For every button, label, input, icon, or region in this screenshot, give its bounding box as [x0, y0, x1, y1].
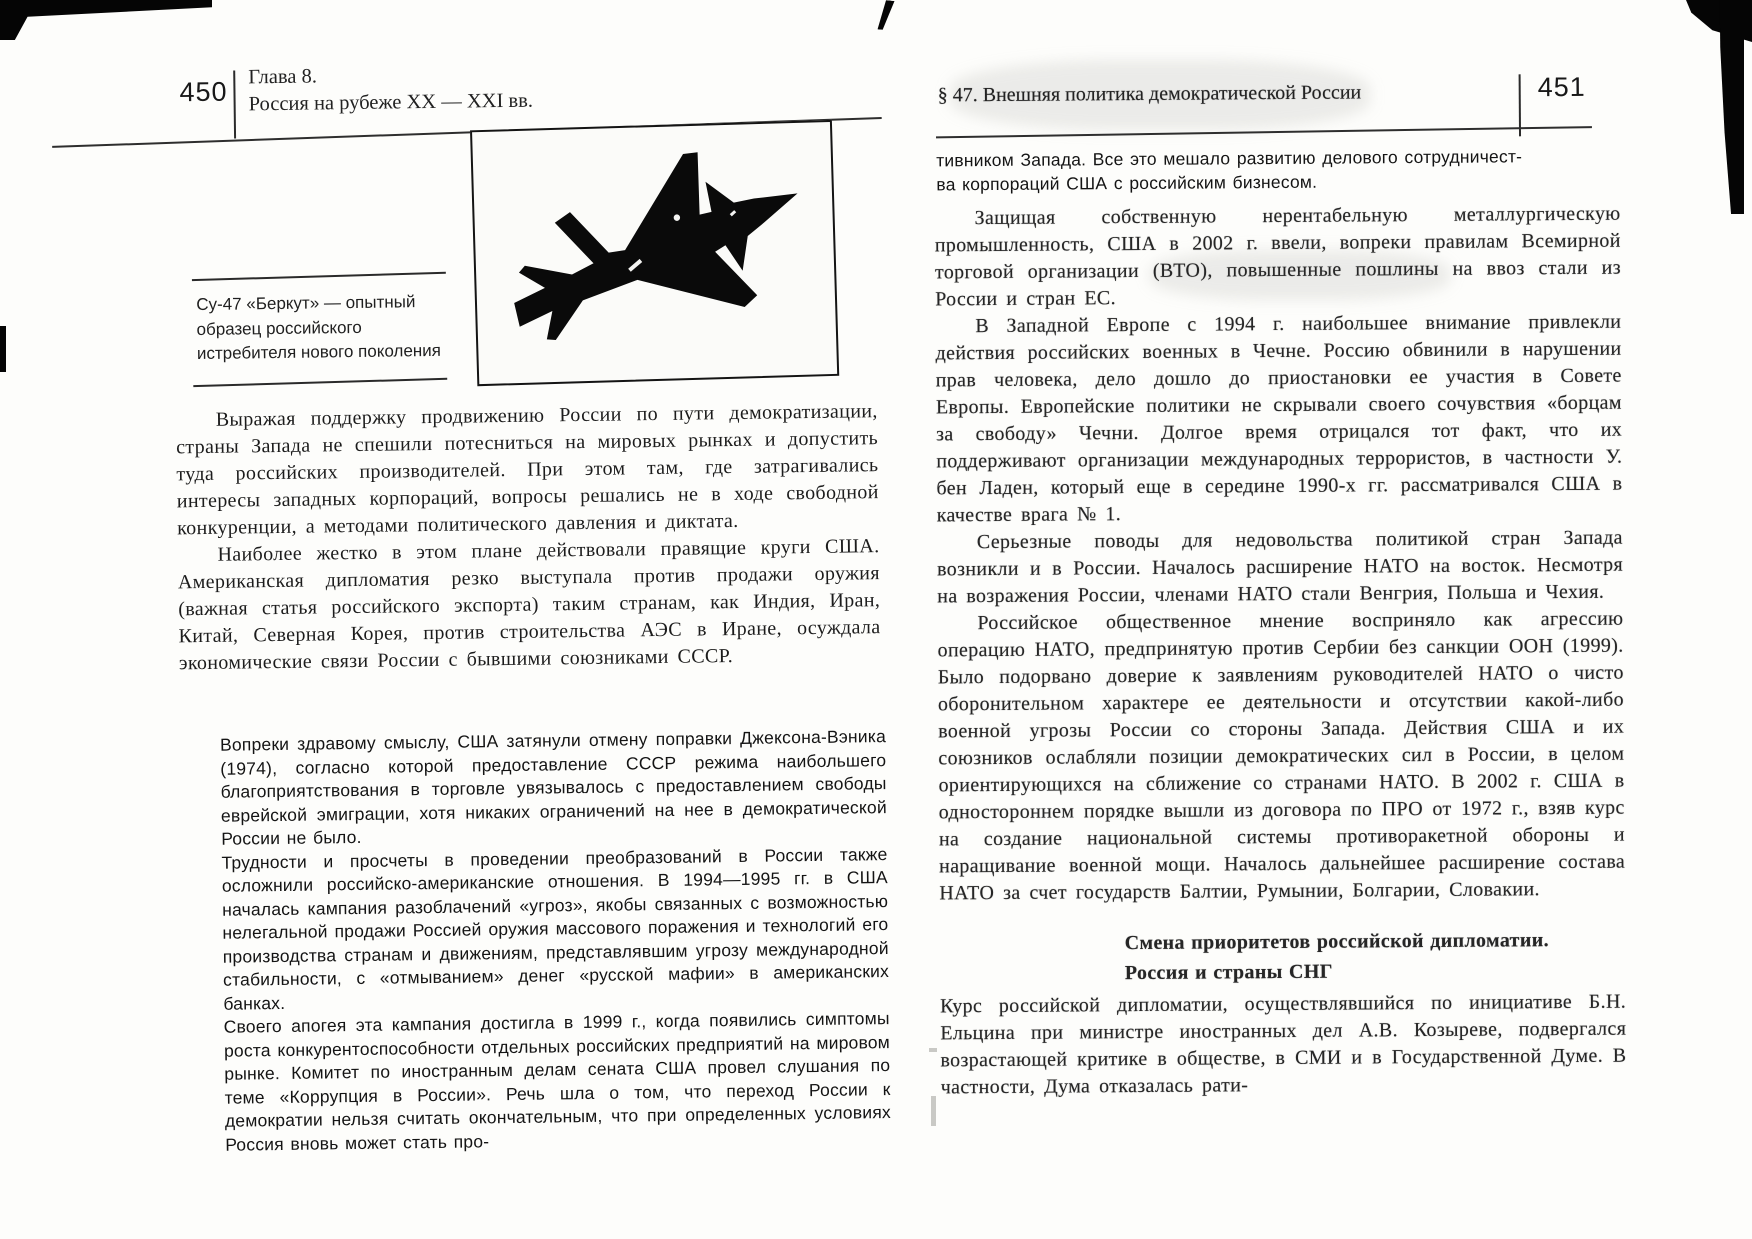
- chapter-title: Россия на рубеже XX — XXI вв.: [248, 89, 534, 116]
- section-heading-line: Смена приоритетов российской дипломатии.: [1124, 929, 1549, 955]
- small-print-paragraph: Трудности и просчеты в проведении преобразований в России также осложнили российско-американские отношения. В 1994—1995 гг. в США началась кампания разоблачений «угроз», якобы связанных с возможностью нелегальной продажи Россией оружия массового поражения и технологий его производства странам и движениям, представлявшим угрозу международной стабильности, с «отмыванием» денег «русской мафии» в американских банках.: [221, 843, 890, 1014]
- body-paragraph: Российское общественное мнение восприняло как агрессию операцию НАТО, предпринятую против Сербии без санкции ООН (1999). Было подорвано доверие к заявлениям руководителей НАТО о чисто оборонительном характере ее деятельности и отсутствии какой-либо военной угрозы России со стороны Запада. Действия США и их союзников ослабляли позиции демократических сил в России, в целом ориентирующихся на сближение со странами НАТО. В 2002 г. США в одностороннем порядке вышли из договора по ПРО от 1972 г., взяв курс на создание национальной системы противоракетной обороны и наращивание военной мощи. Началось дальнейшее расширение состава НАТО за счет государств Балтии, Румынии, Болгарии, Словакии.: [937, 607, 1626, 905]
- closing-paragraph: Курс российской дипломатии, осуществлявшийся по инициативе Б.Н. Ельцина при министре иностранных дел А.В. Козыреве, подвергался возрастающей критике в обществе, в СМИ и в Государственной Думе. В частности, Дума отказалась рати-: [940, 990, 1627, 1099]
- small-print-line: ва корпораций США с российским бизнесом.: [936, 171, 1318, 194]
- page-number-left: 450: [179, 76, 228, 108]
- body-paragraph: Выражая поддержку продвижению России по пути демократизации, страны Запада не спешили потесниться на мировых рынках и допустить туда российских производителей. При этом там, где затрагивались интересы западных корпораций, вопросы решались не в ходе свободной конкуренции, а методами политического давления и диктата.: [175, 400, 879, 540]
- small-print-paragraph: Вопреки здравому смыслу, США затянули отмену поправки Джексона-Вэника (1974), согласно которой предоставление СССР режима наибольшего благоприятствования в торговле увязывалось с предоставлением свободы еврейской эмиграции, хотя никаких ограничений на нее в демократической России не было.: [219, 726, 888, 849]
- small-print-continuation: [936, 145, 1584, 197]
- body-paragraph: Наиболее жестко в этом плане действовали правящие круги США. Американская дипломатия резко выступала против продажи оружия (важная статья российского экспорта) таким странам, как Индия, Иран, Китай, Северная Корея, против строительства АЭС в Иране, осуждала экономические связи России с бывшими союзниками СССР.: [177, 535, 881, 675]
- running-header-right: § 47. Внешняя политика демократической России: [937, 81, 1362, 107]
- section-heading-line: Россия и страны СНГ: [1124, 960, 1333, 985]
- body-paragraph: Защищая собственную нерентабельную металлургическую промышленность, США в 2002 г. ввели, вопреки правилам Всемирной торговой организации (ВТО), повышенные пошлины на ввоз стали из России и стран ЕС.: [934, 202, 1622, 311]
- body-paragraph: В Западной Европе с 1994 г. наибольшее внимание привлекли действия российских военных в Чечне. Россию обвинили в нарушении прав человека, дело дошло до приостановки ее участия в Совете Европы. Европейские политики не скрывали своего сочувствия «борцам за свободу» Чечни. Долгое время отрицался тот факт, что их поддерживают организации международных террористов, в частности У. бен Ладен, который еще в середине 1990-х гг. рассматривался США в качестве врага № 1.: [935, 310, 1623, 527]
- small-print-paragraph: Своего апогея эта кампания достигла в 1999 г., когда появились симптомы роста конкурентоспособности отдельных российских предприятий на мировом рынке. Комитет по иностранным делам сената США провел слушания по теме «Коррупция в России». Речь шла о том, что переход России к демократии нельзя считать окончательным, что при определенных условиях Россия вновь может стать про-: [223, 1008, 892, 1155]
- page-number-right: 451: [1537, 71, 1586, 103]
- right-page-body: [934, 201, 1626, 1102]
- section-heading: [1125, 925, 1626, 988]
- chapter-number: Глава 8.: [248, 65, 318, 89]
- body-paragraph: Серьезные поводы для недовольства политикой стран Запада возникли и в России. Началось расширение НАТО на восток. Несмотря на возражения России, членами НАТО стали Венгрия, Польша и Чехия.: [936, 526, 1624, 608]
- photo-caption: Су-47 «Беркут» — опытный образец российского истребителя нового поколения: [196, 292, 442, 364]
- small-print-line: тивником Запада. Все это мешало развитию делового сотрудничест-: [936, 146, 1523, 171]
- header-rule-right: [936, 126, 1592, 138]
